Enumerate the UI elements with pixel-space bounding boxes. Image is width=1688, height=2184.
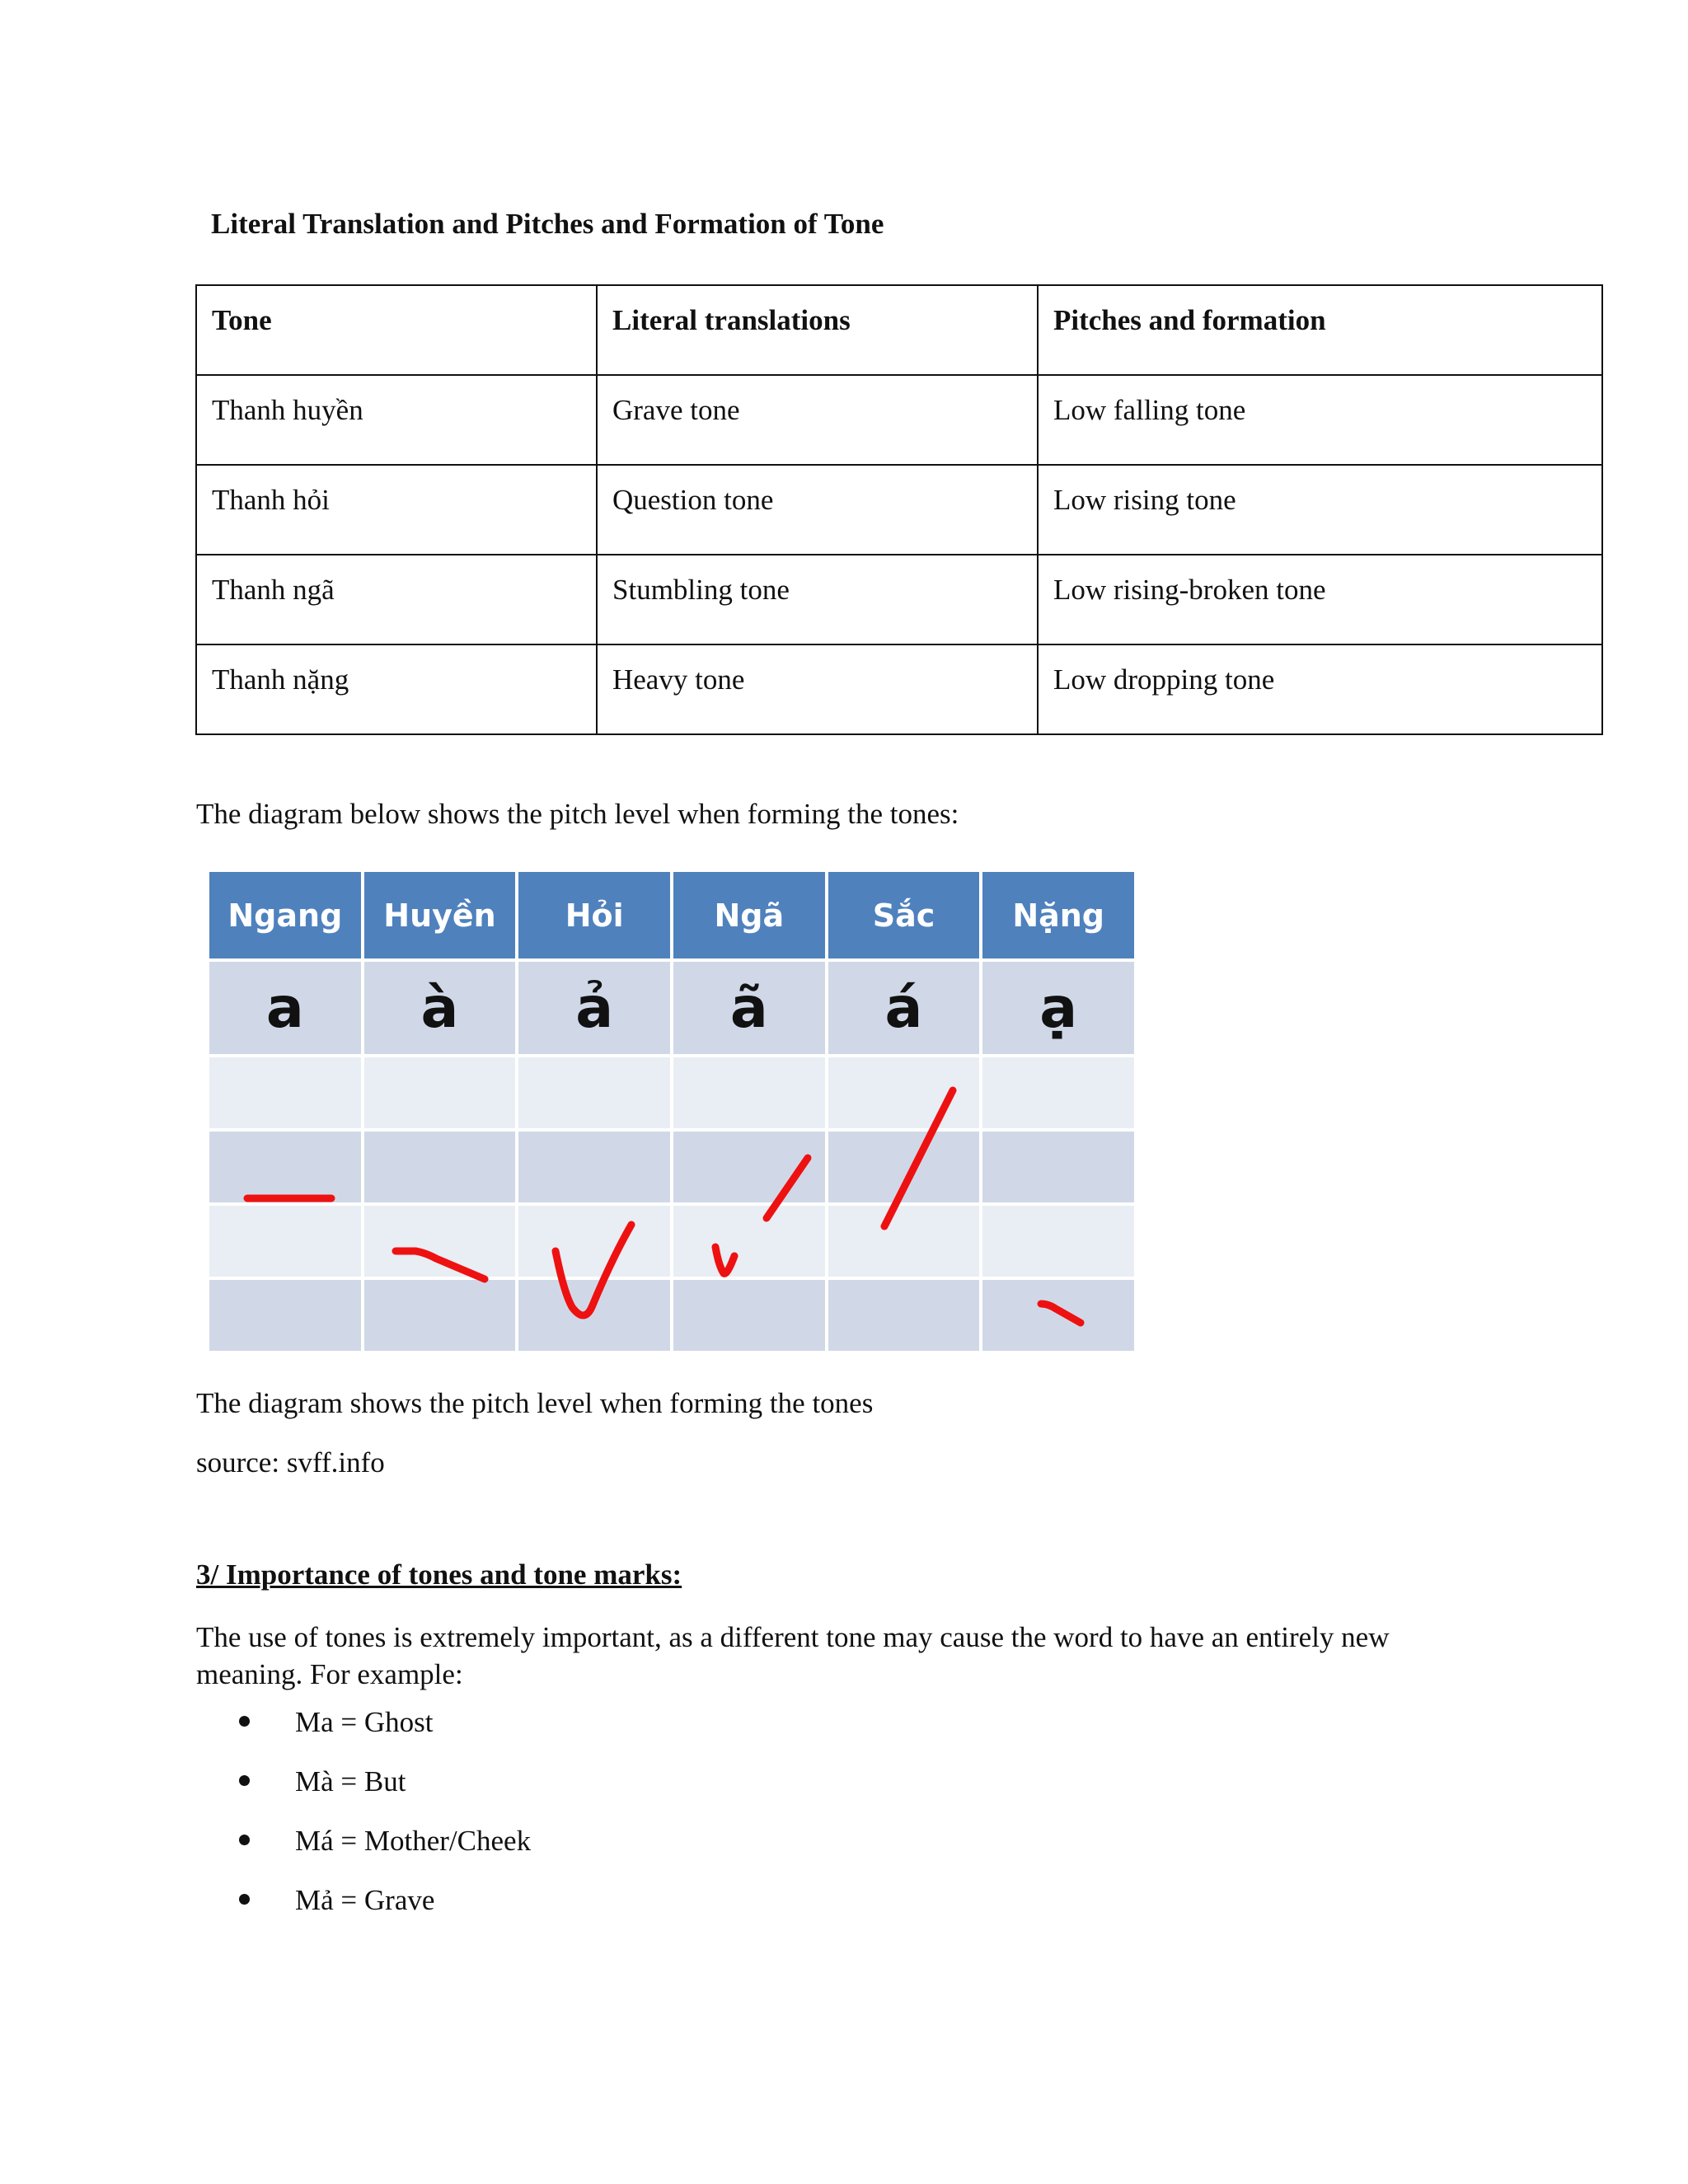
diagram-header-ngang: Ngang [209, 872, 361, 958]
diagram-header-nga: Ngã [673, 872, 825, 958]
diagram-letter: a [209, 962, 361, 1054]
pitch-band [982, 1057, 1134, 1128]
tone-diagram [209, 872, 1134, 1347]
section-paragraph: The use of tones is extremely important, as a different tone may cause the word to have an entirely new meaning. For example: [196, 1621, 1390, 1690]
table-cell: Thanh ngã [196, 555, 597, 644]
pitch-band [673, 1206, 825, 1277]
table-row [196, 375, 1602, 465]
pitch-band [673, 1057, 825, 1128]
pitch-band [209, 1280, 361, 1351]
pitch-band [828, 1280, 980, 1351]
pitch-band [209, 1206, 361, 1277]
table-header-cell: Literal translations [597, 285, 1038, 375]
table-header-cell: Pitches and formation [1038, 285, 1602, 375]
diagram-intro: The diagram below shows the pitch level when forming the tones: [196, 798, 959, 830]
diagram-letter: ã [673, 962, 825, 1054]
table-row [196, 555, 1602, 644]
table-cell: Low rising-broken tone [1038, 555, 1602, 644]
pitch-band [982, 1132, 1134, 1202]
bullet-icon [239, 1894, 250, 1905]
pitch-band [209, 1132, 361, 1202]
pitch-band [209, 1057, 361, 1128]
table-cell: Stumbling tone [597, 555, 1038, 644]
pitch-band [673, 1280, 825, 1351]
section-heading: 3/ Importance of tones and tone marks: [196, 1558, 682, 1591]
pitch-band [364, 1280, 516, 1351]
source-credit: source: svff.info [196, 1446, 385, 1479]
diagram-caption: The diagram shows the pitch level when forming the tones [196, 1387, 874, 1419]
table-row [196, 644, 1602, 734]
pitch-band [364, 1206, 516, 1277]
diagram-letter: á [828, 962, 980, 1054]
bullet-icon [239, 1775, 250, 1786]
tone-table [195, 284, 1603, 735]
pitch-band [982, 1280, 1134, 1351]
diagram-header-nang: Nặng [982, 872, 1134, 958]
pitch-band [673, 1132, 825, 1202]
diagram-letter: ạ [982, 962, 1134, 1054]
pitch-band [518, 1206, 670, 1277]
bullet-icon [239, 1835, 250, 1845]
table-cell: Thanh hỏi [196, 465, 597, 555]
table-cell: Thanh nặng [196, 644, 597, 734]
pitch-band [828, 1206, 980, 1277]
pitch-band [518, 1132, 670, 1202]
table-row [196, 465, 1602, 555]
table-cell: Low falling tone [1038, 375, 1602, 465]
pitch-band [982, 1206, 1134, 1277]
pitch-band [828, 1057, 980, 1128]
pitch-band [518, 1057, 670, 1128]
document-title: Literal Translation and Pitches and Formation of Tone [211, 208, 884, 240]
table-cell: Grave tone [597, 375, 1038, 465]
table-cell: Heavy tone [597, 644, 1038, 734]
diagram-letter: ả [518, 962, 670, 1054]
diagram-header-hoi: Hỏi [518, 872, 670, 958]
table-header-row [196, 285, 1602, 375]
table-cell: Thanh huyền [196, 375, 597, 465]
table-cell: Question tone [597, 465, 1038, 555]
table-cell: Low rising tone [1038, 465, 1602, 555]
diagram-header-sac: Sắc [828, 872, 980, 958]
pitch-band [828, 1132, 980, 1202]
pitch-band [364, 1132, 516, 1202]
pitch-band [518, 1280, 670, 1351]
table-header-cell: Tone [196, 285, 597, 375]
bullet-icon [239, 1716, 250, 1727]
diagram-header-huyen: Huyền [364, 872, 516, 958]
pitch-band [364, 1057, 516, 1128]
table-cell: Low dropping tone [1038, 644, 1602, 734]
diagram-letter: à [364, 962, 516, 1054]
